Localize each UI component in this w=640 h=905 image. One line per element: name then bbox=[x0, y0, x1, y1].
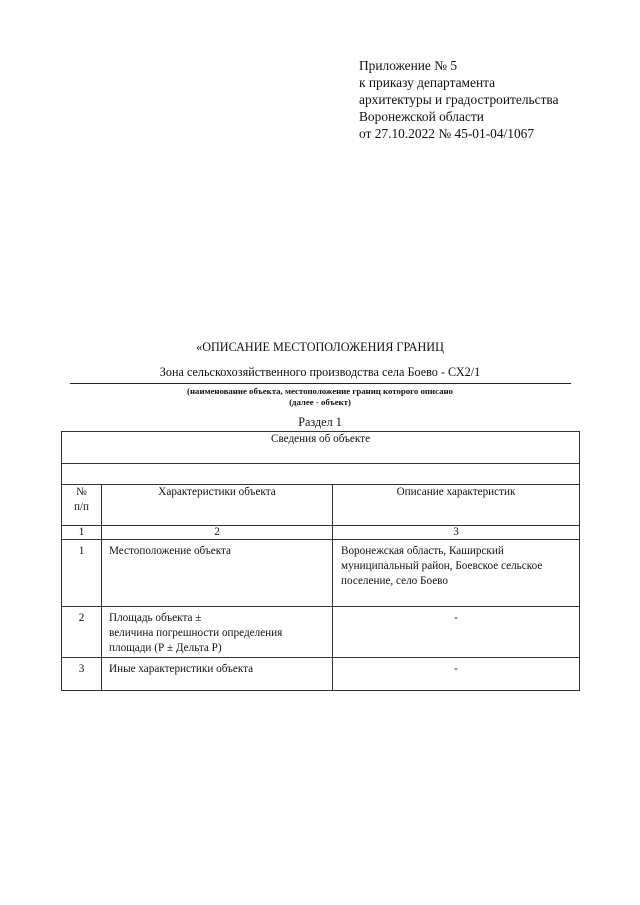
row-characteristic-line: площади (Р ± Дельта Р) bbox=[109, 642, 222, 654]
table-heading-row bbox=[62, 432, 580, 464]
row-description-line: Воронежская область, Каширский bbox=[341, 545, 504, 557]
row-description bbox=[333, 658, 580, 691]
column-header-num-line: п/п bbox=[73, 501, 90, 513]
appendix-line: Приложение № 5 bbox=[359, 58, 458, 73]
row-characteristic-line: Иные характеристики объекта bbox=[109, 663, 254, 675]
row-characteristic-line: Местоположение объекта bbox=[109, 545, 231, 557]
table-row bbox=[62, 540, 580, 607]
object-info-table bbox=[61, 431, 580, 691]
object-name: Зона сельскохозяйственного производства села Боево - СХ2/1 bbox=[159, 365, 481, 379]
column-number: 3 bbox=[333, 526, 580, 540]
appendix-line: Воронежской области bbox=[359, 109, 484, 124]
column-number: 2 bbox=[102, 526, 333, 540]
row-description-line: муниципальный район, Боевское сельское bbox=[341, 560, 543, 572]
appendix-line: от 27.10.2022 № 45-01-04/1067 bbox=[359, 126, 535, 141]
row-characteristic-line: Площадь объекта ± bbox=[109, 612, 202, 624]
appendix-block bbox=[359, 57, 559, 142]
row-characteristic-line: величина погрешности определения bbox=[109, 627, 283, 639]
column-header-characteristics: Характеристики объекта bbox=[102, 485, 333, 526]
table-empty-cell bbox=[62, 464, 580, 485]
column-header-num-line: № bbox=[76, 486, 87, 498]
object-caption-line: (наименование объекта, местоположение границ которого описано bbox=[187, 386, 453, 396]
row-characteristic bbox=[102, 607, 333, 658]
row-description-line: - bbox=[454, 612, 458, 624]
table-row bbox=[62, 607, 580, 658]
row-number: 2 bbox=[62, 607, 102, 658]
row-number: 1 bbox=[62, 540, 102, 607]
column-header-description: Описание характеристик bbox=[333, 485, 580, 526]
appendix-line: к приказу департамента bbox=[359, 75, 496, 90]
object-caption-line: (далее - объект) bbox=[289, 397, 351, 407]
table-column-number-row bbox=[62, 526, 580, 540]
table-heading: Сведения об объекте bbox=[62, 432, 580, 464]
row-description-line: - bbox=[454, 663, 458, 675]
object-caption bbox=[0, 386, 640, 408]
row-description bbox=[333, 540, 580, 607]
table-row bbox=[62, 658, 580, 691]
row-description bbox=[333, 607, 580, 658]
table-empty-row bbox=[62, 464, 580, 485]
row-characteristic bbox=[102, 540, 333, 607]
document-title: «ОПИСАНИЕ МЕСТОПОЛОЖЕНИЯ ГРАНИЦ bbox=[196, 340, 444, 354]
row-number: 3 bbox=[62, 658, 102, 691]
row-description-line: поселение, село Боево bbox=[341, 575, 448, 587]
appendix-line: архитектуры и градостроительства bbox=[359, 92, 559, 107]
table-column-header-row bbox=[62, 485, 580, 526]
section-label: Раздел 1 bbox=[298, 415, 342, 429]
row-characteristic bbox=[102, 658, 333, 691]
object-name-underline bbox=[70, 383, 571, 384]
column-header-num bbox=[62, 485, 102, 526]
column-number: 1 bbox=[62, 526, 102, 540]
